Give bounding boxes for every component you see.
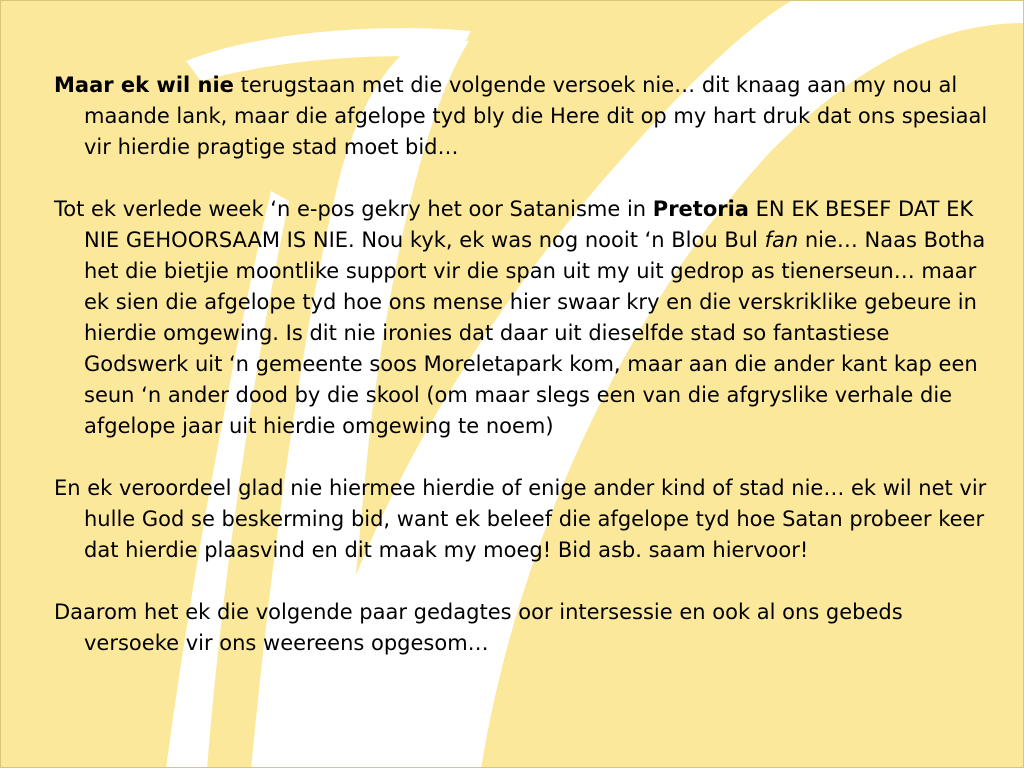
bold-lead: Maar ek wil nie — [54, 73, 234, 97]
paragraph-text: Tot ek verlede week ‘n e-pos gekry het oor Satanisme in — [54, 197, 653, 221]
paragraph-2 — [54, 194, 989, 442]
paragraph-text: Daarom het ek die volgende paar gedagtes oor intersessie en ook al ons gebeds versoeke vir ons weereens opgesom… — [54, 600, 903, 655]
paragraph-text: terugstaan met die volgende versoek nie… dit knaag aan my nou al maande lank, maar die afgelope tyd bly die Here dit op my hart druk dat ons spesiaal vir hierdie pragtige stad moet bid… — [84, 73, 988, 159]
bold-city-name: Pretoria — [652, 197, 749, 221]
paragraph-3 — [54, 473, 989, 566]
paragraph-text: nie… Naas Botha het die bietjie moontlike support vir die span uit my uit gedrop as tienerseun… maar ek sien die afgelope tyd hoe ons mense hier swaar kry en die verskriklike gebeure in hierdie omgewing. Is dit nie ironies dat daar uit dieselfde stad so fantastiese Godswerk uit ‘n gemeente soos Moreletapark kom, maar aan die ander kant kap een seun ‘n ander dood by die skool (om maar slegs een van die afgryslike verhale die afgelope jaar uit hierdie omgewing te noem) — [84, 228, 986, 438]
paragraph-4 — [54, 597, 989, 659]
paragraph-1 — [54, 70, 989, 163]
paragraph-text: En ek veroordeel glad nie hiermee hierdie of enige ander kind of stad nie… ek wil net vir hulle God se beskerming bid, want ek beleef die afgelope tyd hoe Satan probeer keer dat hierdie plaasvind en dit maak my moeg! Bid asb. saam hiervoor! — [54, 476, 987, 562]
italic-word: fan — [764, 228, 799, 252]
body-text — [54, 70, 989, 659]
paragraph-text: EN EK BESEF DAT EK NIE GEHOORSAAM IS NIE. Nou kyk, ek was nog nooit ‘n Blou Bul — [84, 197, 974, 252]
